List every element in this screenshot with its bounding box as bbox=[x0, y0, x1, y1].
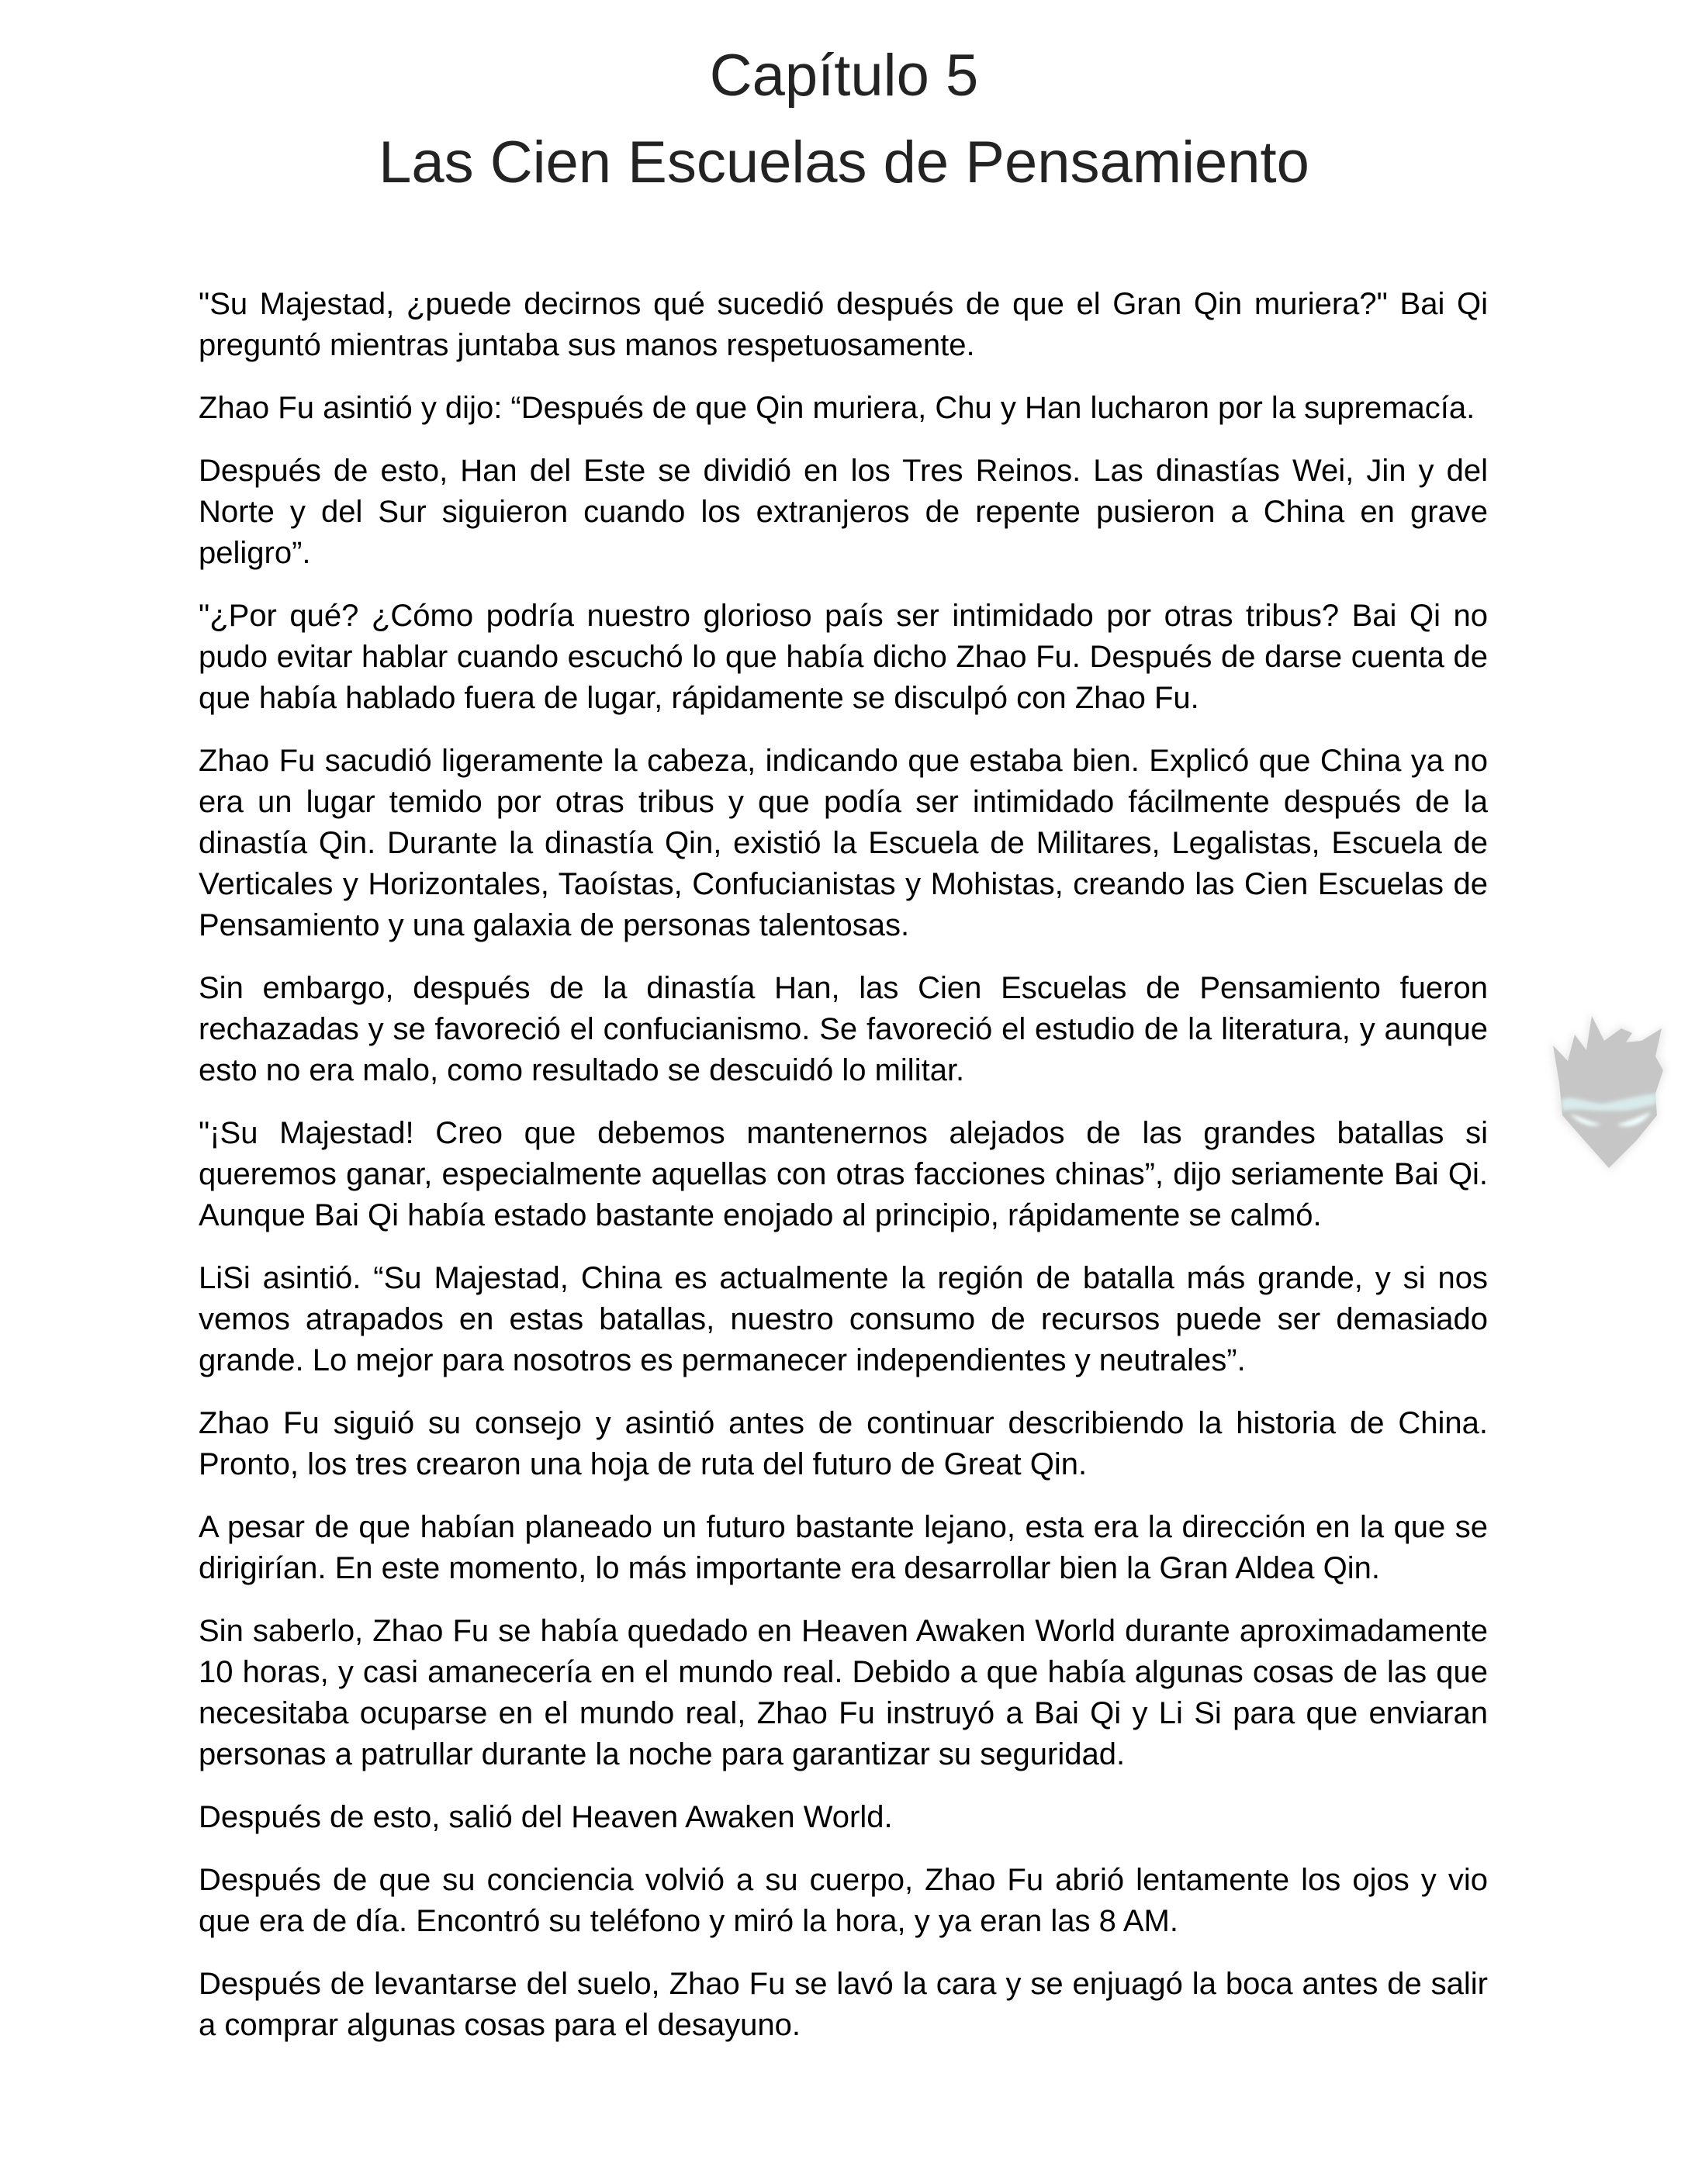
paragraph: Después de levantarse del suelo, Zhao Fu se lavó la cara y se enjuagó la boca antes de salir a comprar algunas cosas para el desayuno. bbox=[199, 1967, 1488, 2042]
paragraph: "¿Por qué? ¿Cómo podría nuestro glorioso país ser intimidado por otras tribus? Bai Qi no pudo evitar hablar cuando escuchó lo que había dicho Zhao Fu. Después de darse cuenta de que había hablado fuera de lugar, rápidamente se disculpó con Zhao Fu. bbox=[199, 599, 1488, 715]
chapter-header bbox=[0, 33, 1688, 206]
watermark-logo bbox=[1542, 1008, 1672, 1175]
chapter-label: Capítulo 5 bbox=[709, 43, 979, 109]
paragraph: Después de esto, Han del Este se dividió en los Tres Reinos. Las dinastías Wei, Jin y del Norte y del Sur siguieron cuando los extranjeros de repente pusieron a China en grave peligro”. bbox=[199, 454, 1488, 570]
paragraph: Después de que su conciencia volvió a su cuerpo, Zhao Fu abrió lentamente los ojos y vio que era de día. Encontró su teléfono y miró la hora, y ya eran las 8 AM. bbox=[199, 1863, 1488, 1938]
paragraph: "¡Su Majestad! Creo que debemos mantenernos alejados de las grandes batallas si queremos ganar, especialmente aquellas con otras facciones chinas”, dijo seriamente Bai Qi. Aunque Bai Qi había estado bastante enojado al principio, rápidamente se calmó. bbox=[199, 1116, 1488, 1232]
paragraph: Zhao Fu siguió su consejo y asintió antes de continuar describiendo la historia de China. Pronto, los tres crearon una hoja de ruta del futuro de Great Qin. bbox=[199, 1406, 1488, 1481]
paragraph: A pesar de que habían planeado un futuro bastante lejano, esta era la dirección en la que se dirigirían. En este momento, lo más importante era desarrollar bien la Gran Aldea Qin. bbox=[199, 1510, 1488, 1585]
paragraph: Sin embargo, después de la dinastía Han, las Cien Escuelas de Pensamiento fueron rechazadas y se favoreció el confucianismo. Se favoreció el estudio de la literatura, y aunque esto no era malo, como resultado se descuidó lo militar. bbox=[199, 971, 1488, 1087]
paragraph: "Su Majestad, ¿puede decirnos qué sucedió después de que el Gran Qin muriera?" Bai Qi preguntó mientras juntaba sus manos respetuosamente. bbox=[199, 287, 1488, 362]
paragraph: Sin saberlo, Zhao Fu se había quedado en Heaven Awaken World durante aproximadamente 10 horas, y casi amanecería en el mundo real. Debido a que había algunas cosas de las que necesitaba ocuparse en el mundo real, Zhao Fu instruyó a Bai Qi y Li Si para que enviaran personas a patrullar durante la noche para garantizar su seguridad. bbox=[199, 1614, 1488, 1771]
paragraph: Después de esto, salió del Heaven Awaken World. bbox=[199, 1800, 893, 1834]
demon-head-icon bbox=[1542, 1008, 1672, 1175]
paragraph: LiSi asintió. “Su Majestad, China es actualmente la región de batalla más grande, y si nos vemos atrapados en estas batallas, nuestro consumo de recursos puede ser demasiado grande. Lo mejor para nosotros es permanecer independientes y neutrales”. bbox=[199, 1261, 1488, 1377]
paragraph: Zhao Fu asintió y dijo: “Después de que Qin muriera, Chu y Han lucharon por la supremacía. bbox=[199, 391, 1475, 425]
chapter-title: Las Cien Escuelas de Pensamiento bbox=[379, 130, 1309, 195]
chapter-body bbox=[199, 284, 1488, 2068]
paragraph: Zhao Fu sacudió ligeramente la cabeza, indicando que estaba bien. Explicó que China ya no era un lugar temido por otras tribus y que podía ser intimidado fácilmente después de la dinastía Qin. Durante la dinastía Qin, existió la Escuela de Militares, Legalistas, Escuela de Verticales y Horizontales, Taoístas, Confucianistas y Mohistas, creando las Cien Escuelas de Pensamiento y una galaxia de personas talentosas. bbox=[199, 744, 1488, 942]
